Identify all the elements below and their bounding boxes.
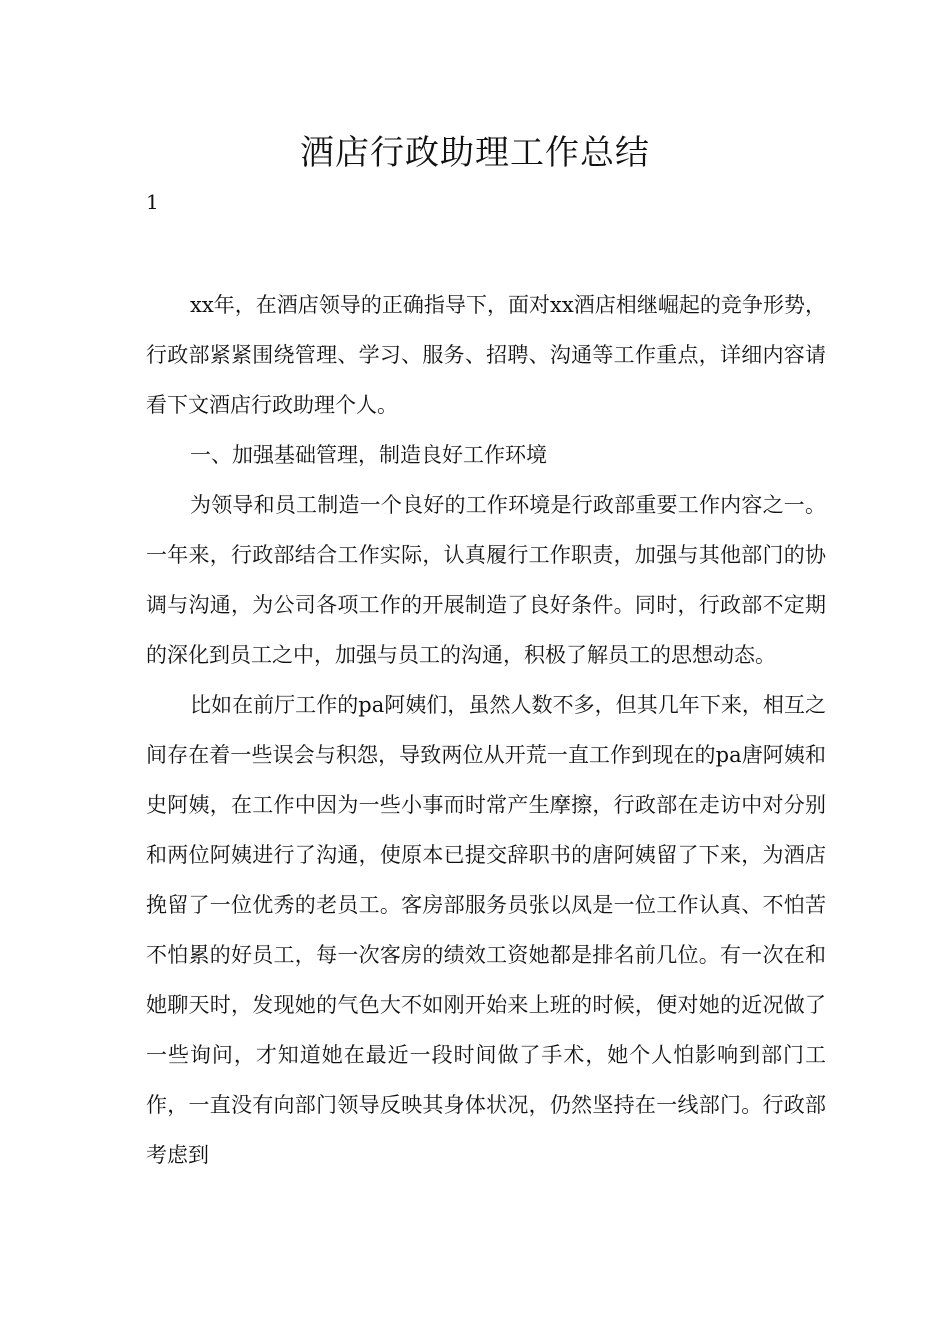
paragraph-example: 比如在前厅工作的pa阿姨们，虽然人数不多，但其几年下来，相互之间存在着一些误会与积怨，导致两位从开荒一直工作到现在的pa唐阿姨和史阿姨，在工作中因为一些小事而时常产生摩擦，行政部在走访中对分别和两位阿姨进行了沟通，使原本已提交辞职书的唐阿姨留了下来，为酒店挽留了一位优秀的老员工。客房部服务员张以凤是一位工作认真、不怕苦不怕累的好员工，每一次客房的绩效工资她都是排名前几位。有一次在和她聊天时，发现她的气色大不如刚开始来上班的时候，便对她的近况做了一些询问，才知道她在最近一段时间做了手术，她个人怕影响到部门工作，一直没有向部门领导反映其身体状况，仍然坚持在一线部门。行政部考虑到 <box>146 693 826 1167</box>
paragraph-work-environment: 为领导和员工制造一个良好的工作环境是行政部重要工作内容之一。一年来，行政部结合工作实际，认真履行工作职责，加强与其他部门的协调与沟通，为公司各项工作的开展制造了良好条件。同时，行政部不定期的深化到员工之中，加强与员工的沟通，积极了解员工的思想动态。 <box>146 493 826 667</box>
paragraph-intro: xx年，在酒店领导的正确指导下，面对xx酒店相继崛起的竞争形势，行政部紧紧围绕管理、学习、服务、招聘、沟通等工作重点，详细内容请看下文酒店行政助理个人。 <box>146 293 826 417</box>
document-body <box>146 280 826 1180</box>
document-title: 酒店行政助理工作总结 <box>300 133 650 173</box>
section-heading-1: 一、加强基础管理，制造良好工作环境 <box>190 443 547 467</box>
page-number: 1 <box>146 190 159 214</box>
